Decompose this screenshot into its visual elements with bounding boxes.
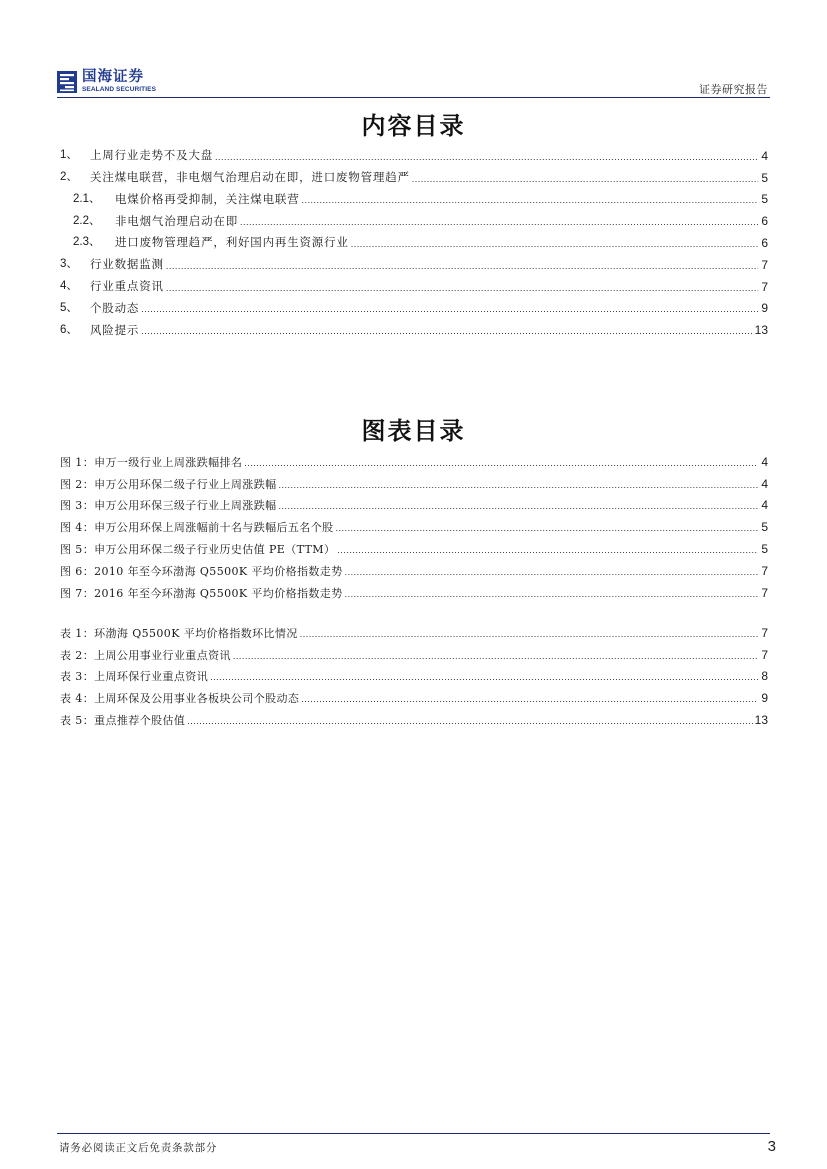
- toc-entry-title: 图 6：2010 年至今环渤海 Q5500K 平均价格指数走势: [60, 564, 343, 578]
- toc-entry-page: 4: [761, 498, 768, 513]
- toc-entry-title: 图 4：申万公用环保上周涨幅前十名与跌幅后五名个股: [60, 521, 334, 535]
- dot-leader: [166, 262, 758, 271]
- toc-entry-title: 行业数据监测: [90, 257, 164, 272]
- toc-entry-page: 4: [761, 454, 768, 469]
- toc-entry-page: 4: [761, 148, 768, 163]
- dot-leader: [141, 305, 758, 314]
- toc-entry-title: 关注煤电联营，非电烟气治理启动在即，进口废物管理趋严: [90, 170, 410, 185]
- dot-leader: [279, 481, 759, 490]
- toc-entry-page: 5: [761, 170, 768, 185]
- list-of-figures-title: 图表目录: [361, 416, 466, 445]
- dot-leader: [187, 717, 752, 726]
- toc-entry-page: 8: [761, 669, 768, 684]
- toc-entry-number: 5、: [60, 301, 78, 314]
- page-header: [57, 70, 770, 98]
- table-entry[interactable]: [60, 620, 768, 642]
- dot-leader: [244, 459, 758, 468]
- toc-entry-title: 上周行业走势不及大盘: [90, 148, 213, 163]
- toc-entry-title: 行业重点资讯: [90, 279, 164, 294]
- dot-leader: [141, 327, 752, 336]
- figure-entry[interactable]: [60, 536, 768, 558]
- toc-entry-title: 图 2：申万公用环保二级子行业上周涨跌幅: [60, 477, 277, 491]
- toc-entry-number: 2.1、: [73, 192, 101, 205]
- toc-entry-page: 7: [761, 257, 768, 272]
- disclaimer-link[interactable]: 请务必阅读正文后免责条款部分: [59, 1142, 218, 1154]
- figure-list: [60, 449, 768, 602]
- toc-entry-page: 5: [761, 192, 768, 207]
- toc-entry-page: 7: [761, 647, 768, 662]
- toc-entry-number: 1、: [60, 149, 78, 162]
- dot-leader: [215, 153, 758, 162]
- company-logo: [57, 70, 156, 96]
- toc-entry-page: 7: [761, 563, 768, 578]
- toc-entry-page: 5: [761, 520, 768, 535]
- toc-entry-page: 4: [761, 476, 768, 491]
- figure-entry[interactable]: [60, 558, 768, 580]
- page-number: 3: [767, 1138, 776, 1155]
- toc-entry-page: 7: [761, 625, 768, 640]
- toc-entry-title: 表 4：上周环保及公用事业各板块公司个股动态: [60, 692, 300, 706]
- toc-entry-page: 13: [754, 712, 768, 727]
- toc-entry-page: 5: [761, 541, 768, 556]
- logo-chinese-name: 国海证券: [82, 69, 144, 85]
- table-entry[interactable]: [60, 707, 768, 729]
- figure-entry[interactable]: [60, 493, 768, 515]
- toc-entry[interactable]: [60, 208, 768, 230]
- toc-entry-title: 电煤价格再受抑制，关注煤电联营: [115, 191, 300, 206]
- toc-entry[interactable]: [60, 274, 768, 296]
- table-entry[interactable]: [60, 642, 768, 664]
- toc-entry-title: 图 5：申万公用环保二级子行业历史估值 PE（TTM）: [60, 542, 336, 556]
- dot-leader: [351, 240, 758, 249]
- dot-leader: [301, 695, 758, 704]
- toc-entry[interactable]: [60, 252, 768, 274]
- toc-entry-title: 表 2：上周公用事业行业重点资讯: [60, 648, 231, 662]
- toc-entry-title: 图 3：申万公用环保三级子行业上周涨跌幅: [60, 499, 277, 513]
- dot-leader: [210, 673, 758, 682]
- toc-entry-title: 图 7：2016 年至今环渤海 Q5500K 平均价格指数走势: [60, 586, 343, 600]
- dot-leader: [337, 546, 758, 555]
- toc-entry-page: 6: [761, 214, 768, 229]
- toc-entry[interactable]: [60, 296, 768, 318]
- figure-entry[interactable]: [60, 449, 768, 471]
- toc-entry-page: 9: [761, 691, 768, 706]
- toc-entry-number: 2.2、: [73, 214, 101, 227]
- dot-leader: [302, 196, 759, 205]
- toc-entry-number: 2.3、: [73, 236, 101, 249]
- figure-entry[interactable]: [60, 471, 768, 493]
- dot-leader: [345, 568, 758, 577]
- toc-entry[interactable]: [60, 317, 768, 339]
- dot-leader: [240, 218, 758, 227]
- sealand-logo-icon: [57, 71, 77, 93]
- toc-entry[interactable]: [60, 165, 768, 187]
- dot-leader: [279, 502, 759, 511]
- toc-entry-number: 3、: [60, 258, 78, 271]
- toc-entry-page: 13: [754, 323, 768, 338]
- toc-entry-page: 7: [761, 279, 768, 294]
- figure-entry[interactable]: [60, 514, 768, 536]
- dot-leader: [345, 590, 758, 599]
- page-footer: [57, 1133, 776, 1155]
- toc-entry-title: 风险提示: [90, 322, 140, 337]
- dot-leader: [233, 652, 758, 661]
- toc-entry-number: 6、: [60, 323, 78, 336]
- toc-entry-title: 非电烟气治理启动在即: [115, 213, 238, 228]
- dot-leader: [300, 630, 758, 639]
- toc-entry-page: 9: [761, 301, 768, 316]
- table-entry[interactable]: [60, 664, 768, 686]
- toc-entry[interactable]: [60, 143, 768, 165]
- toc-entry-number: 2、: [60, 171, 78, 184]
- dot-leader: [336, 524, 759, 533]
- toc-entry-title: 表 1：环渤海 Q5500K 平均价格指数环比情况: [60, 626, 298, 640]
- dot-leader: [412, 175, 758, 184]
- toc-entry-title: 图 1：申万一级行业上周涨跌幅排名: [60, 455, 243, 469]
- report-type-label: 证券研究报告: [699, 83, 768, 96]
- logo-english-name: SEALAND SECURITIES: [82, 85, 157, 93]
- dot-leader: [166, 284, 758, 293]
- toc-entry-title: 个股动态: [90, 300, 140, 315]
- toc-entry[interactable]: [60, 230, 768, 252]
- toc-entry-title: 表 3：上周环保行业重点资讯: [60, 670, 209, 684]
- table-entry[interactable]: [60, 685, 768, 707]
- toc-entry-page: 7: [761, 585, 768, 600]
- figure-entry[interactable]: [60, 580, 768, 602]
- toc-entry-title: 表 5：重点推荐个股估值: [60, 713, 186, 727]
- toc-entry-number: 4、: [60, 280, 78, 293]
- toc-entry-page: 6: [761, 235, 768, 250]
- table-of-contents: [60, 143, 768, 339]
- table-list: [60, 620, 768, 729]
- toc-entry-title: 进口废物管理趋严，利好国内再生资源行业: [115, 235, 349, 250]
- toc-title: 内容目录: [361, 111, 466, 140]
- toc-entry[interactable]: [60, 187, 768, 209]
